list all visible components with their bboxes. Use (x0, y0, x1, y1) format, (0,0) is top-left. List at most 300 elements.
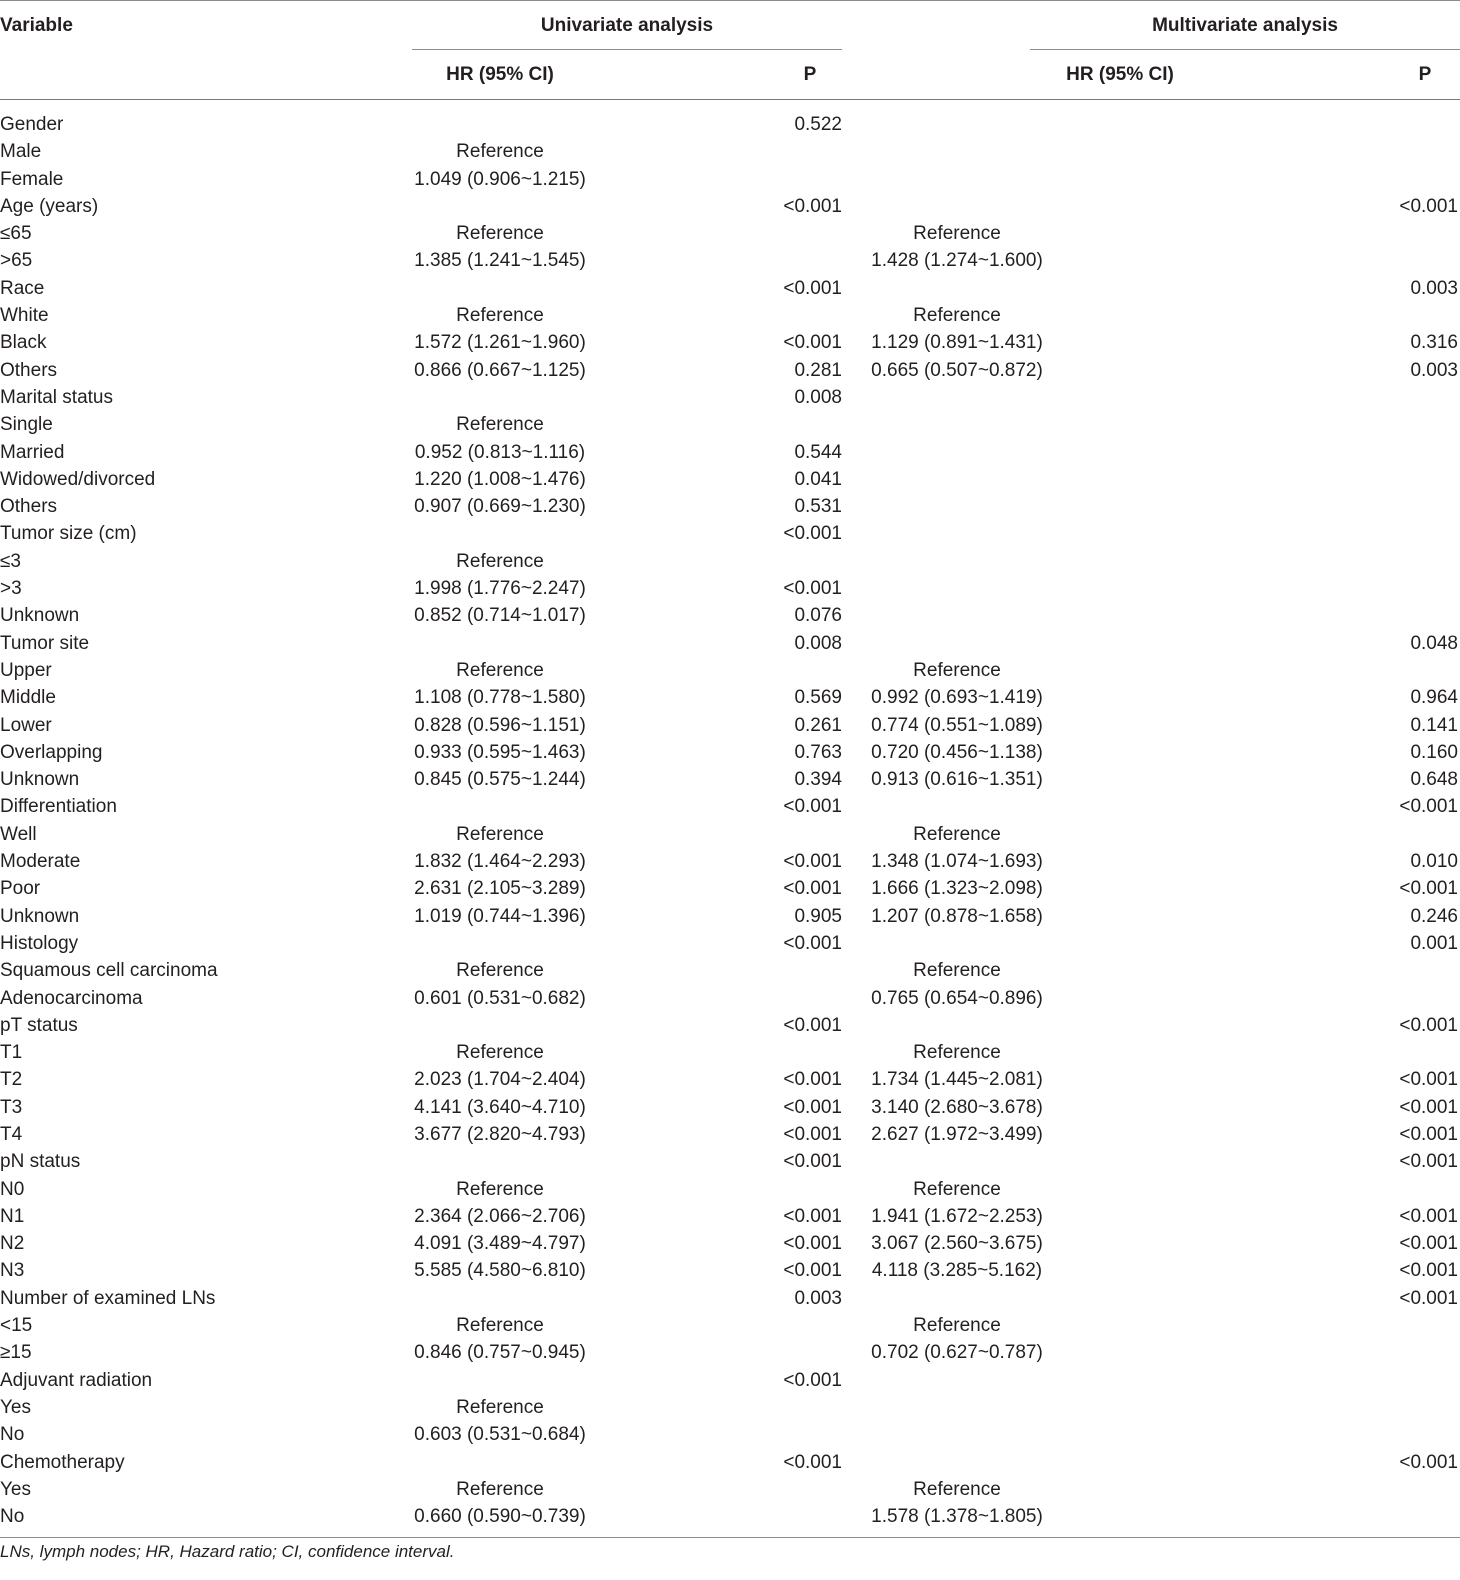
variable-cell: T2 (0, 1069, 23, 1091)
univariate-p-cell: <0.001 (783, 1451, 842, 1473)
results-table (0, 111, 1460, 1530)
table-row (0, 930, 1460, 957)
univariate-hr-cell: 3.677 (2.820~4.793) (414, 1123, 586, 1145)
univariate-hr-cell: 4.091 (3.489~4.797) (414, 1233, 586, 1255)
univariate-p-cell: 0.394 (794, 769, 842, 791)
multivariate-hr-cell: 1.578 (1.378~1.805) (871, 1506, 1043, 1528)
univariate-hr-cell (410, 930, 590, 957)
multivariate-hr-cell: Reference (913, 1042, 1001, 1064)
multivariate-hr-cell: 2.627 (1.972~3.499) (871, 1123, 1043, 1145)
univariate-hr-cell: 0.846 (0.757~0.945) (414, 1342, 586, 1364)
multivariate-hr-cell: Reference (913, 305, 1001, 327)
header-multivariate: Multivariate analysis (1152, 15, 1338, 36)
multivariate-p-cell (1054, 166, 1460, 193)
univariate-p-cell: <0.001 (783, 1069, 842, 1091)
table-row (0, 466, 1460, 493)
multivariate-hr-cell: 1.207 (0.878~1.658) (871, 905, 1043, 927)
table-row (0, 1066, 1460, 1093)
table-row (0, 111, 1460, 138)
variable-cell: Poor (0, 878, 41, 900)
variable-cell: White (0, 305, 49, 327)
univariate-p-cell (590, 411, 842, 438)
univariate-hr-cell: 0.845 (0.575~1.244) (414, 769, 586, 791)
multivariate-hr-cell (842, 602, 1054, 629)
univariate-hr-cell: 1.572 (1.261~1.960) (414, 332, 586, 354)
variable-cell: ≤3 (0, 550, 21, 572)
table-row (0, 1176, 1460, 1203)
variable-cell: Unknown (0, 769, 80, 791)
table-row (0, 329, 1460, 356)
variable-cell: Black (0, 332, 47, 354)
table-row (0, 247, 1460, 274)
multivariate-hr-cell: Reference (913, 823, 1001, 845)
multivariate-hr-cell (842, 439, 1054, 466)
header-univariate: Univariate analysis (540, 15, 714, 36)
variable-cell: Others (0, 359, 58, 381)
univariate-p-cell: 0.522 (794, 114, 842, 135)
univariate-hr-cell: 1.998 (1.776~2.247) (414, 578, 586, 600)
multivariate-hr-cell: 1.666 (1.323~2.098) (871, 878, 1043, 900)
univariate-p-cell (590, 1421, 842, 1448)
variable-cell: <15 (0, 1315, 33, 1337)
univariate-hr-cell (410, 1285, 590, 1312)
table-row (0, 684, 1460, 711)
multivariate-hr-cell: 1.941 (1.672~2.253) (871, 1205, 1043, 1227)
variable-cell: Well (0, 823, 37, 845)
table-row (0, 766, 1460, 793)
multivariate-hr-cell (842, 275, 1054, 302)
multivariate-p-cell (1054, 138, 1460, 165)
multivariate-underline (1030, 49, 1460, 50)
multivariate-p-cell (1054, 411, 1460, 438)
table-row (0, 1367, 1460, 1394)
univariate-hr-cell: 0.952 (0.813~1.116) (414, 441, 586, 463)
table-row (0, 1039, 1460, 1066)
univariate-p-cell: <0.001 (783, 1151, 842, 1173)
table-row (0, 875, 1460, 902)
multivariate-p-cell (1054, 1176, 1460, 1203)
variable-cell: N3 (0, 1260, 25, 1282)
multivariate-hr-cell: 3.067 (2.560~3.675) (871, 1233, 1043, 1255)
univariate-hr-cell: Reference (456, 1178, 544, 1200)
table-row (0, 1339, 1460, 1366)
univariate-hr-cell: 0.933 (0.595~1.463) (414, 741, 586, 763)
univariate-p-cell (590, 302, 842, 329)
univariate-hr-cell (410, 384, 590, 411)
multivariate-p-cell (1054, 957, 1460, 984)
multivariate-hr-cell: 3.140 (2.680~3.678) (871, 1096, 1043, 1118)
table-row (0, 1121, 1460, 1148)
variable-cell: Gender (0, 114, 64, 135)
univariate-p-cell: <0.001 (783, 878, 842, 900)
header-variable: Variable (0, 15, 73, 36)
univariate-hr-cell (410, 193, 590, 220)
multivariate-p-cell: 0.964 (1410, 687, 1458, 709)
univariate-p-cell: 0.763 (794, 741, 842, 763)
variable-cell: Middle (0, 687, 56, 709)
table-row (0, 1285, 1460, 1312)
univariate-p-cell (590, 1503, 842, 1530)
univariate-p-cell: <0.001 (783, 851, 842, 873)
univariate-hr-cell: 2.631 (2.105~3.289) (414, 878, 586, 900)
multivariate-p-cell: 0.160 (1410, 741, 1458, 763)
multivariate-p-cell (1054, 220, 1460, 247)
table-row (0, 575, 1460, 602)
multivariate-hr-cell (842, 1421, 1054, 1448)
table-row (0, 220, 1460, 247)
variable-cell: N0 (0, 1178, 25, 1200)
univariate-hr-cell: Reference (456, 414, 544, 436)
univariate-p-cell: <0.001 (783, 1369, 842, 1391)
variable-cell: Others (0, 496, 58, 518)
multivariate-p-cell: 0.010 (1410, 851, 1458, 873)
univariate-p-cell (590, 548, 842, 575)
univariate-p-cell: 0.905 (794, 905, 842, 927)
variable-cell: Single (0, 414, 53, 436)
table-row (0, 957, 1460, 984)
multivariate-p-cell (1054, 466, 1460, 493)
variable-cell: ≥15 (0, 1342, 32, 1364)
multivariate-hr-cell: 1.734 (1.445~2.081) (871, 1069, 1043, 1091)
multivariate-p-cell: <0.001 (1399, 1151, 1458, 1173)
multivariate-p-cell: <0.001 (1399, 1096, 1458, 1118)
univariate-hr-cell: 0.866 (0.667~1.125) (414, 359, 586, 381)
univariate-hr-cell: 0.601 (0.531~0.682) (414, 987, 586, 1009)
univariate-hr-cell (410, 793, 590, 820)
univariate-p-cell: <0.001 (783, 796, 842, 818)
variable-cell: No (0, 1506, 25, 1528)
univariate-p-cell: <0.001 (783, 277, 842, 299)
univariate-p-cell (590, 166, 842, 193)
table-row (0, 493, 1460, 520)
multivariate-p-cell: 0.003 (1410, 277, 1458, 299)
univariate-p-cell: 0.531 (794, 496, 842, 518)
table-row (0, 793, 1460, 820)
multivariate-p-cell (1054, 985, 1460, 1012)
univariate-hr-cell: Reference (456, 960, 544, 982)
variable-cell: Chemotherapy (0, 1451, 125, 1473)
univariate-p-cell: 0.076 (794, 605, 842, 627)
variable-cell: Histology (0, 932, 79, 954)
multivariate-hr-cell (842, 138, 1054, 165)
univariate-p-cell (590, 957, 842, 984)
univariate-p-cell: <0.001 (783, 932, 842, 954)
univariate-p-cell: 0.281 (794, 359, 842, 381)
variable-cell: Moderate (0, 851, 81, 873)
variable-cell: Upper (0, 659, 52, 681)
univariate-p-cell: <0.001 (783, 1233, 842, 1255)
univariate-hr-cell: 1.108 (0.778~1.580) (414, 687, 586, 709)
variable-cell: Married (0, 441, 65, 463)
univariate-hr-cell: Reference (456, 1396, 544, 1418)
multivariate-p-cell (1054, 821, 1460, 848)
variable-cell: T4 (0, 1123, 23, 1145)
table-row (0, 1148, 1460, 1175)
variable-cell: Widowed/divorced (0, 468, 156, 490)
univariate-p-cell (590, 1339, 842, 1366)
variable-cell: Number of examined LNs (0, 1287, 216, 1309)
header-p-multivariate: P (1418, 64, 1432, 85)
variable-cell: T3 (0, 1096, 23, 1118)
multivariate-hr-cell: 1.428 (1.274~1.600) (871, 250, 1043, 272)
table-row (0, 739, 1460, 766)
univariate-p-cell: 0.008 (794, 386, 842, 408)
multivariate-hr-cell (842, 1394, 1054, 1421)
multivariate-hr-cell: 0.702 (0.627~0.787) (871, 1342, 1043, 1364)
multivariate-hr-cell: Reference (913, 1315, 1001, 1337)
univariate-hr-cell: Reference (456, 1478, 544, 1500)
univariate-p-cell (590, 1176, 842, 1203)
multivariate-p-cell (1054, 1476, 1460, 1503)
multivariate-p-cell: <0.001 (1399, 1069, 1458, 1091)
multivariate-p-cell: <0.001 (1399, 878, 1458, 900)
multivariate-hr-cell: Reference (913, 659, 1001, 681)
univariate-hr-cell: Reference (456, 141, 544, 163)
multivariate-hr-cell (842, 493, 1054, 520)
multivariate-hr-cell: 0.720 (0.456~1.138) (871, 741, 1043, 763)
multivariate-p-cell (1054, 1367, 1460, 1394)
univariate-hr-cell: 0.660 (0.590~0.739) (414, 1506, 586, 1528)
variable-cell: Age (years) (0, 195, 99, 217)
univariate-p-cell (590, 1394, 842, 1421)
multivariate-p-cell: 0.648 (1410, 769, 1458, 791)
multivariate-hr-cell: 0.992 (0.693~1.419) (871, 687, 1043, 709)
table-row (0, 848, 1460, 875)
univariate-p-cell: 0.041 (794, 468, 842, 490)
multivariate-hr-cell: 0.765 (0.654~0.896) (871, 987, 1043, 1009)
variable-cell: Overlapping (0, 741, 103, 763)
univariate-p-cell: 0.008 (794, 632, 842, 654)
univariate-hr-cell: Reference (456, 223, 544, 245)
table-row (0, 1203, 1460, 1230)
univariate-hr-cell: 0.907 (0.669~1.230) (414, 496, 586, 518)
multivariate-hr-cell (842, 793, 1054, 820)
variable-cell: Unknown (0, 605, 80, 627)
variable-cell: Adjuvant radiation (0, 1369, 153, 1391)
top-rule (0, 0, 1460, 1)
univariate-p-cell: 0.569 (794, 687, 842, 709)
univariate-hr-cell: 1.049 (0.906~1.215) (414, 168, 586, 190)
univariate-hr-cell: 0.852 (0.714~1.017) (414, 605, 586, 627)
table-row (0, 302, 1460, 329)
multivariate-p-cell (1054, 1339, 1460, 1366)
header-hr-ci-multivariate: HR (95% CI) (1066, 64, 1174, 85)
multivariate-hr-cell: 4.118 (3.285~5.162) (871, 1260, 1043, 1282)
univariate-underline (412, 49, 842, 50)
univariate-p-cell: 0.003 (794, 1287, 842, 1309)
table-row (0, 1094, 1460, 1121)
table-footnote: LNs, lymph nodes; HR, Hazard ratio; CI, confidence interval. (0, 1542, 455, 1561)
multivariate-hr-cell (842, 1012, 1054, 1039)
univariate-hr-cell: 0.828 (0.596~1.151) (414, 714, 586, 736)
table-row (0, 1394, 1460, 1421)
univariate-hr-cell (410, 630, 590, 657)
variable-cell: >65 (0, 250, 33, 272)
multivariate-hr-cell (842, 630, 1054, 657)
multivariate-hr-cell (842, 166, 1054, 193)
multivariate-hr-cell (842, 384, 1054, 411)
univariate-hr-cell: 2.364 (2.066~2.706) (414, 1205, 586, 1227)
multivariate-p-cell: 0.003 (1410, 359, 1458, 381)
multivariate-hr-cell (842, 411, 1054, 438)
table-row (0, 985, 1460, 1012)
multivariate-p-cell (1054, 575, 1460, 602)
multivariate-p-cell (1054, 384, 1460, 411)
variable-cell: T1 (0, 1042, 23, 1064)
multivariate-p-cell: <0.001 (1399, 1451, 1458, 1473)
variable-cell: Tumor size (cm) (0, 523, 137, 545)
univariate-p-cell (590, 138, 842, 165)
univariate-hr-cell (410, 520, 590, 547)
univariate-p-cell (590, 1476, 842, 1503)
multivariate-p-cell: <0.001 (1399, 796, 1458, 818)
header-p-univariate: P (803, 64, 817, 85)
variable-cell: Yes (0, 1396, 31, 1418)
table-row (0, 1476, 1460, 1503)
table-row (0, 1257, 1460, 1284)
multivariate-hr-cell: 0.774 (0.551~1.089) (871, 714, 1043, 736)
variable-cell: Lower (0, 714, 52, 736)
table-row (0, 1230, 1460, 1257)
multivariate-hr-cell (842, 930, 1054, 957)
multivariate-hr-cell: 0.665 (0.507~0.872) (871, 359, 1043, 381)
multivariate-p-cell: 0.316 (1410, 332, 1458, 354)
variable-cell: Tumor site (0, 632, 90, 654)
univariate-p-cell: <0.001 (783, 523, 842, 545)
multivariate-p-cell (1054, 602, 1460, 629)
variable-cell: Squamous cell carcinoma (0, 960, 218, 982)
header-hr-ci-univariate: HR (95% CI) (446, 64, 554, 85)
multivariate-hr-cell (842, 520, 1054, 547)
univariate-hr-cell: Reference (456, 550, 544, 572)
multivariate-p-cell (1054, 247, 1460, 274)
univariate-p-cell: 0.544 (794, 441, 842, 463)
univariate-hr-cell: 1.832 (1.464~2.293) (414, 851, 586, 873)
multivariate-hr-cell (842, 193, 1054, 220)
univariate-p-cell (590, 1039, 842, 1066)
univariate-hr-cell (410, 1449, 590, 1476)
multivariate-p-cell: <0.001 (1399, 1260, 1458, 1282)
table-row (0, 1421, 1460, 1448)
multivariate-p-cell: 0.246 (1410, 905, 1458, 927)
univariate-p-cell: <0.001 (783, 1014, 842, 1036)
variable-cell: Marital status (0, 386, 113, 408)
variable-cell: Unknown (0, 905, 80, 927)
table-row (0, 411, 1460, 438)
multivariate-p-cell: <0.001 (1399, 1287, 1458, 1309)
bottom-rule (0, 1537, 1460, 1538)
univariate-p-cell: <0.001 (783, 195, 842, 217)
variable-cell: N1 (0, 1205, 25, 1227)
table-row (0, 357, 1460, 384)
univariate-hr-cell: Reference (456, 823, 544, 845)
univariate-p-cell (590, 821, 842, 848)
multivariate-p-cell (1054, 493, 1460, 520)
multivariate-p-cell: <0.001 (1399, 195, 1458, 217)
table-row (0, 166, 1460, 193)
univariate-p-cell (590, 220, 842, 247)
univariate-p-cell (590, 657, 842, 684)
multivariate-hr-cell: 0.913 (0.616~1.351) (871, 769, 1043, 791)
multivariate-p-cell (1054, 548, 1460, 575)
multivariate-hr-cell: 1.348 (1.074~1.693) (871, 851, 1043, 873)
variable-cell: Adenocarcinoma (0, 987, 143, 1009)
variable-cell: Male (0, 141, 42, 163)
univariate-hr-cell (410, 111, 590, 138)
variable-cell: Race (0, 277, 45, 299)
multivariate-hr-cell (842, 466, 1054, 493)
multivariate-p-cell (1054, 302, 1460, 329)
multivariate-p-cell (1054, 439, 1460, 466)
univariate-p-cell (590, 985, 842, 1012)
table-row (0, 275, 1460, 302)
univariate-p-cell (590, 247, 842, 274)
multivariate-p-cell: <0.001 (1399, 1233, 1458, 1255)
multivariate-hr-cell: Reference (913, 960, 1001, 982)
multivariate-p-cell: <0.001 (1399, 1014, 1458, 1036)
table-row (0, 1503, 1460, 1530)
multivariate-hr-cell (842, 575, 1054, 602)
table-row (0, 138, 1460, 165)
multivariate-hr-cell (842, 548, 1054, 575)
univariate-hr-cell (410, 275, 590, 302)
variable-cell: Yes (0, 1478, 31, 1500)
multivariate-hr-cell: Reference (913, 1478, 1001, 1500)
multivariate-p-cell: 0.001 (1410, 932, 1458, 954)
variable-cell: N2 (0, 1233, 25, 1255)
univariate-hr-cell: Reference (456, 1315, 544, 1337)
variable-cell: pT status (0, 1014, 78, 1036)
univariate-p-cell: <0.001 (783, 332, 842, 354)
univariate-p-cell: <0.001 (783, 1260, 842, 1282)
variable-cell: pN status (0, 1151, 81, 1173)
univariate-hr-cell: 0.603 (0.531~0.684) (414, 1424, 586, 1446)
multivariate-p-cell (1054, 1312, 1460, 1339)
univariate-p-cell: 0.261 (794, 714, 842, 736)
univariate-hr-cell: 1.220 (1.008~1.476) (414, 468, 586, 490)
multivariate-p-cell: <0.001 (1399, 1123, 1458, 1145)
multivariate-p-cell (1054, 111, 1460, 138)
variable-cell: Female (0, 168, 64, 190)
table-row (0, 821, 1460, 848)
univariate-hr-cell: Reference (456, 1042, 544, 1064)
univariate-p-cell: <0.001 (783, 1205, 842, 1227)
table-row (0, 548, 1460, 575)
table-row (0, 1012, 1460, 1039)
table-row (0, 193, 1460, 220)
table-row (0, 630, 1460, 657)
univariate-p-cell: <0.001 (783, 1123, 842, 1145)
variable-cell: No (0, 1424, 25, 1446)
multivariate-p-cell: <0.001 (1399, 1205, 1458, 1227)
table-row (0, 439, 1460, 466)
variable-cell: Differentiation (0, 796, 117, 818)
table-row (0, 657, 1460, 684)
table-row (0, 712, 1460, 739)
univariate-hr-cell: Reference (456, 659, 544, 681)
table-row (0, 1449, 1460, 1476)
univariate-hr-cell: 2.023 (1.704~2.404) (414, 1069, 586, 1091)
univariate-hr-cell: 5.585 (4.580~6.810) (414, 1260, 586, 1282)
multivariate-p-cell (1054, 1421, 1460, 1448)
univariate-hr-cell: 4.141 (3.640~4.710) (414, 1096, 586, 1118)
univariate-p-cell (590, 1312, 842, 1339)
multivariate-p-cell (1054, 657, 1460, 684)
multivariate-hr-cell (842, 1367, 1054, 1394)
multivariate-hr-cell (842, 1285, 1054, 1312)
multivariate-p-cell: 0.141 (1410, 714, 1458, 736)
univariate-hr-cell (410, 1148, 590, 1175)
